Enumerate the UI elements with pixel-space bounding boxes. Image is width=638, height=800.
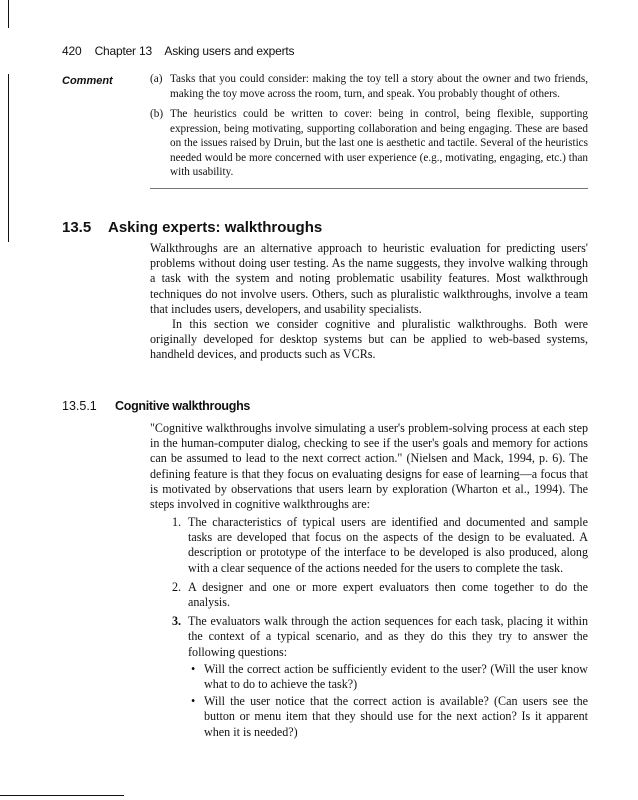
question-text: Will the user notice that the correct action is available? (Can users see the button or menu item that they should use for the next action? Is it apparent when it is needed?) xyxy=(204,694,588,739)
comment-item-text: Tasks that you could consider: making the toy tell a story about the owner and two friends, making the toy move across the room, turn, and speak. You probably thought of others. xyxy=(170,73,588,100)
chapter-title: Asking users and experts xyxy=(164,44,295,58)
step-text: The evaluators walk through the action sequences for each task, placing it within the context of a typical scenario, and as they do this they try to answer the following questions: xyxy=(188,614,588,659)
step-item xyxy=(172,614,588,740)
bullet-glyph: • xyxy=(191,694,196,709)
step-text: The characteristics of typical users are identified and documented and sample tasks are developed that focus on the aspects of the design to be evaluated. A description or prototype of the interface to be developed is also produced, along with a clear sequence of the actions needed for the users to complete the task. xyxy=(188,515,588,575)
comment-item-tag: (a) xyxy=(150,73,163,85)
question-item xyxy=(188,662,588,692)
step-item xyxy=(172,515,588,576)
left-margin-rule-mid xyxy=(8,74,9,242)
section-paragraph: In this section we consider cognitive and pluralistic walkthroughs. Both were originally developed for desktop systems but can be applied to web-based systems, handheld devices, and products such as VCRs. xyxy=(150,317,588,362)
step-number: 3. xyxy=(172,614,182,629)
subsection-title: Cognitive walkthroughs xyxy=(115,399,251,413)
question-item xyxy=(188,694,588,740)
step-number: 2. xyxy=(172,579,182,594)
comment-item xyxy=(150,72,588,101)
comment-box xyxy=(150,72,588,186)
question-text: Will the correct action be sufficiently evident to the user? (Will the user know what to do to achieve the task?) xyxy=(204,661,588,692)
section-title: Asking experts: walkthroughs xyxy=(108,219,323,236)
subsection-number: 13.5.1 xyxy=(62,399,97,413)
running-header xyxy=(62,44,304,58)
page-number: 420 xyxy=(62,44,82,58)
step-text: A designer and one or more expert evaluators then come together to do the analysis. xyxy=(188,579,588,610)
bullet-glyph: • xyxy=(191,661,196,676)
comment-item xyxy=(150,107,588,180)
question-list xyxy=(188,662,588,740)
comment-item-tag: (b) xyxy=(150,108,164,120)
chapter-label: Chapter 13 xyxy=(94,44,152,58)
left-margin-rule-top xyxy=(8,0,9,28)
section-body xyxy=(150,241,588,363)
section-number: 13.5 xyxy=(62,219,92,236)
section-paragraph: Walkthroughs are an alternative approach to heuristic evaluation for predicting users' problems without doing user testing. As the name suggests, they involve walking through a task with the system and noting problematic usability features. Most walkthrough techniques do not involve users. Others, such as pluralistic walkthroughs, involve a team that includes users, developers, and usability specialists. xyxy=(150,241,588,316)
comment-item-text: The heuristics could be written to cover: being in control, being flexible, supporting expression, being motivating, supporting collaboration and being engaging. These are based on the issues raised by Druin, but the last one is aesthetic and tactile. Several of the heuristics needed would be more concerned with user experience (e.g., motivating, engaging, etc.) than with usability. xyxy=(170,108,588,178)
steps-list xyxy=(172,515,588,744)
comment-divider xyxy=(150,188,588,189)
bottom-margin-rule xyxy=(0,795,124,796)
step-item xyxy=(172,580,588,610)
step-number: 1. xyxy=(172,515,182,529)
comment-label: Comment xyxy=(62,75,113,87)
subsection-body xyxy=(150,421,588,512)
subsection-paragraph: "Cognitive walkthroughs involve simulating a user's problem-solving process at each step in the human-computer dialog, checking to see if the user's goals and memory for actions can be assumed to lead to the next correct action." (Nielsen and Mack, 1994, p. 6). The defining feature is that they focus on evaluating designs for ease of learning—a focus that is motivated by observations that users learn by exploration (Wharton et al., 1994). The steps involved in cognitive walkthroughs are: xyxy=(150,421,588,512)
